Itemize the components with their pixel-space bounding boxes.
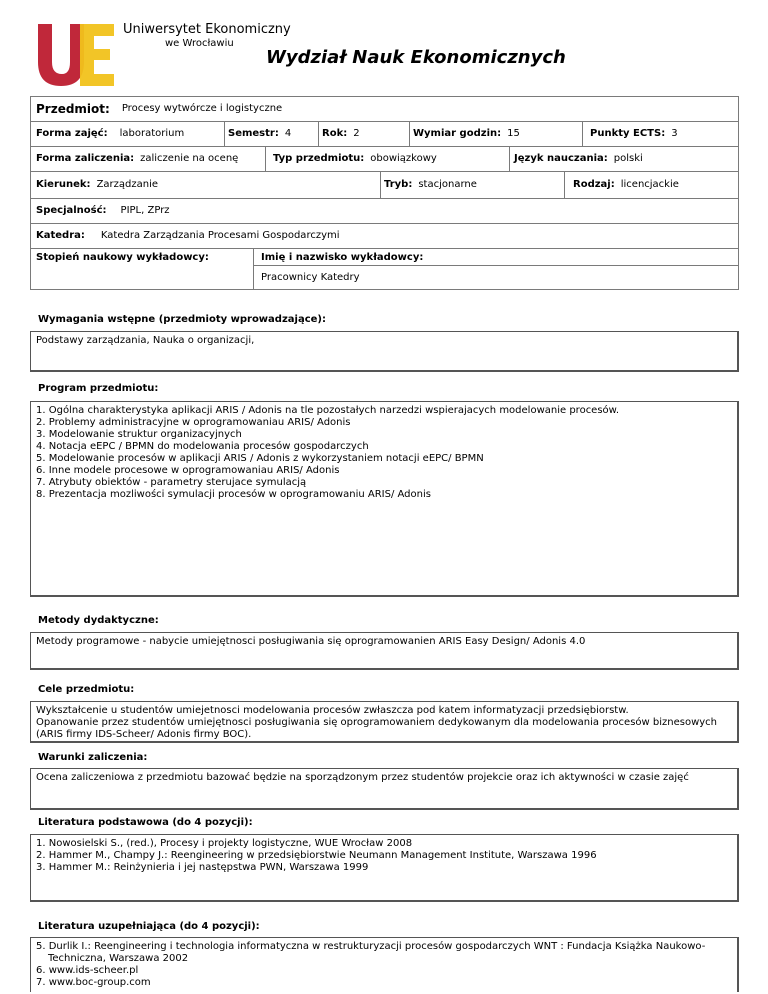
- forma-zajec-label: Forma zajęć:: [36, 128, 108, 139]
- imie-nazwisko-field: [261, 248, 423, 266]
- przedmiot-label: Przedmiot:: [36, 101, 110, 116]
- program-line: 5. Modelowanie procesów w aplikacji ARIS / Adonis z wykorzystaniem notacji eEPC/ BPMN: [36, 453, 484, 464]
- lit-podstawowa-line: 2. Hammer M., Champy J.: Reengineering w przedsiębiorstwie Neumann Management Institute, Warszawa 1996: [36, 850, 597, 861]
- wymiar-godzin-label: Wymiar godzin:: [413, 128, 502, 139]
- stopien-label: Stopień naukowy wykładowcy:: [36, 251, 209, 263]
- wymagania-box: [30, 331, 739, 372]
- katedra-label: Katedra:: [36, 230, 85, 241]
- kierunek-label: Kierunek:: [36, 179, 91, 190]
- kierunek-field: [36, 171, 158, 198]
- program-line: 6. Inne modele procesowe w oprogramowaniau ARIS/ Adonis: [36, 465, 340, 476]
- semestr-label: Semestr:: [228, 128, 279, 139]
- typ-przedmiotu-label: Typ przedmiotu:: [273, 153, 365, 164]
- przedmiot-field: [36, 96, 282, 121]
- program-line: 8. Prezentacja mozliwości symulacji procesów w oprogramowaniu ARIS/ Adonis: [36, 489, 431, 500]
- semestr-field: [228, 121, 291, 146]
- wykladowca-value-cell: [261, 266, 360, 288]
- logo-mark: [36, 22, 116, 88]
- rodzaj-label: Rodzaj:: [573, 179, 615, 190]
- program-line: 3. Modelowanie struktur organizacyjnych: [36, 429, 242, 440]
- tryb-label: Tryb:: [384, 179, 413, 190]
- university-name: Uniwersytet Ekonomiczny: [123, 22, 291, 37]
- imie-nazwisko-value: Pracownicy Katedry: [261, 271, 360, 283]
- forma-zaliczenia-value: zaliczenie na ocenę: [140, 153, 239, 164]
- warunki-box: [30, 768, 739, 810]
- cele-line: Wykształcenie u studentów umiejetnosci modelowania procesów zwłaszcza pod katem informatyzacji przedsiębiorstw.: [36, 705, 629, 716]
- program-line: 7. Atrybuty obiektów - parametry sterujace symulacją: [36, 477, 307, 488]
- program-line: 2. Problemy administracyjne w oprogramowaniau ARIS/ Adonis: [36, 417, 351, 428]
- metody-line: Metody programowe - nabycie umiejętnosci posługiwania się oprogramowanien ARIS Easy Design/ Adonis 4.0: [36, 636, 586, 647]
- wymiar-godzin-value: 15: [507, 128, 520, 139]
- lit-podstawowa-line: 3. Hammer M.: Reinżynieria i jej następstwa PWN, Warszawa 1999: [36, 862, 369, 873]
- typ-przedmiotu-field: [273, 146, 437, 171]
- rok-label: Rok:: [322, 128, 348, 139]
- specjalnosc-field: [36, 198, 170, 223]
- stopien-field: [36, 248, 209, 266]
- tryb-field: [384, 171, 477, 198]
- lit-uzupelniajaca-line: 5. Durlik I.: Reengineering i technologia informatyczna w restrukturyzacji procesów gospodarczych WNT : Fundacja Książka Naukowo-Techniczna, Warszawa 2002: [36, 941, 706, 964]
- program-box: [30, 401, 739, 597]
- jezyk-value: polski: [613, 153, 643, 164]
- rok-value: 2: [353, 128, 360, 139]
- rodzaj-value: licencjackie: [620, 179, 679, 190]
- university-logo: [36, 22, 116, 88]
- specjalnosc-value: PIPL, ZPrz: [120, 205, 170, 216]
- forma-zajec-field: [36, 121, 184, 146]
- ects-label: Punkty ECTS:: [590, 128, 666, 139]
- lit-uzupelniajaca-heading: Literatura uzupełniająca (do 4 pozycji):: [38, 921, 260, 932]
- metody-heading: Metody dydaktyczne:: [38, 615, 159, 626]
- katedra-value: Katedra Zarządzania Procesami Gospodarczymi: [100, 230, 340, 241]
- wymagania-heading: Wymagania wstępne (przedmioty wprowadzające):: [38, 314, 326, 325]
- program-line: 4. Notacja eEPC / BPMN do modelowania procesów gospodarczych: [36, 441, 369, 452]
- wymagania-line: Podstawy zarządzania, Nauka o organizacji,: [36, 335, 255, 346]
- lit-uzupelniajaca-line: 7. www.boc-group.com: [36, 977, 151, 988]
- metody-box: [30, 632, 739, 670]
- lit-podstawowa-line: 1. Nowosielski S., (red.), Procesy i projekty logistyczne, WUE Wrocław 2008: [36, 838, 413, 849]
- kierunek-value: Zarządzanie: [96, 179, 159, 190]
- semestr-value: 4: [284, 128, 292, 139]
- tryb-value: stacjonarne: [418, 179, 477, 190]
- katedra-field: [36, 223, 340, 248]
- lit-uzupelniajaca-line: 6. www.ids-scheer.pl: [36, 965, 139, 976]
- cele-line: Opanowanie przez studentów umiejętnosci posługiwania się oprogramowaniem dedykowanym dla modelowania procesów biznesowych (ARIS firmy IDS-Scheer/ Adonis firmy BOC).: [36, 717, 718, 740]
- imie-nazwisko-label: Imię i nazwisko wykładowcy:: [261, 251, 424, 263]
- lit-uzupelniajaca-box: [30, 937, 739, 992]
- wymiar-godzin-field: [413, 121, 520, 146]
- cele-box: [30, 701, 739, 743]
- program-heading: Program przedmiotu:: [38, 383, 159, 394]
- specjalnosc-label: Specjalność:: [36, 205, 107, 216]
- jezyk-label: Język nauczania:: [514, 153, 608, 164]
- forma-zajec-value: laboratorium: [119, 128, 185, 139]
- program-line: 1. Ogólna charakterystyka aplikacji ARIS / Adonis na tle pozostałych narzedzi wspierajacych modelowanie procesów.: [36, 405, 620, 416]
- typ-przedmiotu-value: obowiązkowy: [370, 153, 437, 164]
- forma-zaliczenia-label: Forma zaliczenia:: [36, 153, 135, 164]
- warunki-heading: Warunki zaliczenia:: [38, 752, 148, 763]
- jezyk-field: [514, 146, 643, 171]
- forma-zaliczenia-field: [36, 146, 238, 171]
- ects-field: [590, 121, 678, 146]
- lit-podstawowa-heading: Literatura podstawowa (do 4 pozycji):: [38, 817, 253, 828]
- faculty-title: Wydział Nauk Ekonomicznych: [266, 47, 566, 68]
- rodzaj-field: [573, 171, 679, 198]
- przedmiot-value: Procesy wytwórcze i logistyczne: [121, 103, 283, 114]
- rok-field: [322, 121, 360, 146]
- cele-heading: Cele przedmiotu:: [38, 684, 135, 695]
- warunki-line: Ocena zaliczeniowa z przedmiotu bazować będzie na sporządzonym przez studentów projekcie oraz ich aktywności w czasie zajęć: [36, 772, 689, 783]
- university-city: we Wrocławiu: [165, 38, 234, 49]
- lit-podstawowa-box: [30, 834, 739, 902]
- ects-value: 3: [671, 128, 678, 139]
